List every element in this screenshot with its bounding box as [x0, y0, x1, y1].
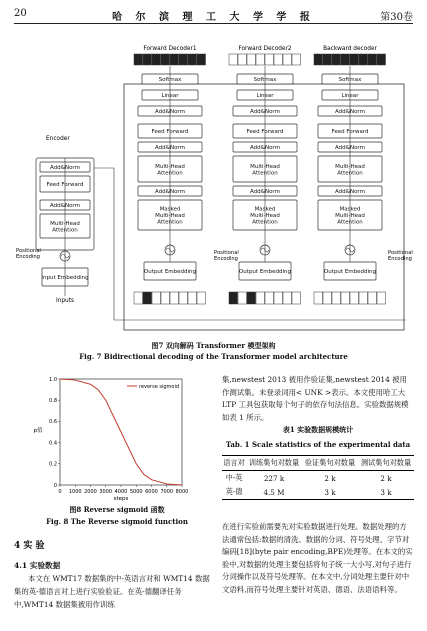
- table-cell: 3 k: [324, 487, 336, 497]
- x-tick-label: 7000: [160, 489, 174, 495]
- input-token-cell: [368, 292, 377, 304]
- multi-head-attention-block-label: Attention: [157, 170, 183, 177]
- linear-block-label: Linear: [161, 93, 179, 100]
- masked-attention-block-label: Attention: [157, 219, 183, 226]
- y-axis-label: p值: [33, 428, 43, 434]
- input-token-cell: [377, 292, 386, 304]
- output-token-cell: [197, 54, 206, 65]
- reverse-sigmoid-line: [60, 379, 182, 485]
- input-token-cell: [170, 292, 179, 304]
- masked-attention-block-label: Attention: [252, 219, 278, 226]
- output-token-cell: [314, 54, 323, 65]
- volume-label: 第30卷: [380, 12, 413, 23]
- decoder-title: Forward Decoder2: [238, 46, 292, 52]
- right-paragraph-2: 在进行实验前需要先对实验数据进行处理。数据处理的方法通常包括:数据的清洗、数据的分词、符号处理、字节对编码[18](byte pair encoding,BPE)处理等。在本文的实验中,对数据的处理主要包括将句子统一大小写,对句子进行分词操作以及符号处理等。在本文中,分词处理主要针对中文语料,而符号处理主要针对英语、德语、法语语料等。: [222, 522, 413, 594]
- pos-enc-label: Encoding: [388, 256, 412, 262]
- x-tick-label: 4000: [114, 489, 128, 495]
- x-tick-label: 1000: [68, 489, 82, 495]
- y-tick-label: 1.0: [49, 376, 57, 383]
- table-cell: 2 k: [324, 473, 336, 483]
- add-norm-block-label: Add&Norm: [335, 109, 365, 116]
- fig7-caption-en: Fig. 7 Bidirectional decoding of the Transformer model architecture: [79, 352, 348, 361]
- feed-forward-block-label: Feed Forward: [46, 182, 84, 189]
- table-header: 验证集句对数量: [304, 458, 356, 467]
- x-tick-label: 5000: [129, 489, 143, 495]
- multi-head-attention-block-label: Multi-Head: [155, 163, 185, 170]
- fig8-caption-cn: 图8 Reverse sigmoid 函数: [69, 505, 165, 514]
- output-token-cell: [350, 54, 359, 65]
- linear-block-label: Linear: [256, 93, 274, 100]
- masked-attention-block-label: Multi-Head: [250, 213, 280, 220]
- output-token-cell: [283, 54, 292, 65]
- input-token-cell: [188, 292, 197, 304]
- input-token-cell: [161, 292, 170, 304]
- journal-title: 哈 尔 滨 理 工 大 学 学 报: [112, 12, 315, 23]
- table-row: [222, 485, 414, 500]
- x-tick-label: 2000: [84, 489, 97, 495]
- output-token-cell: [134, 54, 143, 65]
- table-header: 训练集句对数量: [248, 458, 300, 467]
- add-norm-block-label: Add&Norm: [250, 145, 280, 152]
- section-text: 本文在 WMT17 数据集的中-英语言对和 WMT14 数据集的英-德语言对上进行实验验证。在英-德翻译任务中,WMT14 数据集被用作训练: [14, 574, 210, 609]
- output-embedding-block-label: Output Embedding: [323, 269, 377, 276]
- feed-forward-block-label: Feed Forward: [331, 129, 369, 136]
- output-token-cell: [152, 54, 161, 65]
- input-embedding-block-label: Input Embedding: [41, 275, 89, 282]
- masked-attention-block-label: Masked: [339, 206, 361, 213]
- softmax-block-label: Softmax: [158, 77, 182, 84]
- feed-forward-block-label: Feed Forward: [246, 129, 284, 136]
- table-cell: 英-德: [225, 487, 243, 496]
- input-token-cell: [152, 292, 161, 304]
- encoder-title: Encoder: [46, 136, 70, 142]
- output-token-cell: [188, 54, 197, 65]
- output-token-cell: [332, 54, 341, 65]
- add-norm-block-label: Add&Norm: [155, 109, 185, 116]
- input-token-cell: [247, 292, 256, 304]
- inputs-label: Inputs: [55, 298, 75, 304]
- add-norm-block-label: Add&Norm: [50, 165, 80, 172]
- table-cell: 2 k: [380, 473, 392, 483]
- input-token-cell: [256, 292, 265, 304]
- add-norm-block-label: Add&Norm: [335, 145, 365, 152]
- x-tick-label: 6000: [145, 489, 158, 495]
- x-tick-label: 8000: [175, 489, 189, 495]
- input-token-cell: [323, 292, 332, 304]
- output-token-cell: [341, 54, 350, 65]
- multi-head-attention-block-label: Attention: [52, 227, 78, 234]
- output-token-cell: [229, 54, 238, 65]
- output-token-cell: [274, 54, 283, 65]
- masked-attention-block-label: Masked: [159, 206, 181, 213]
- output-token-cell: [179, 54, 188, 65]
- add-norm-block-label: Add&Norm: [250, 109, 280, 116]
- add-norm-block-label: Add&Norm: [335, 189, 365, 196]
- input-token-cell: [350, 292, 359, 304]
- input-token-cell: [292, 292, 301, 304]
- x-axis-label: steps: [113, 496, 129, 502]
- softmax-block-label: Softmax: [253, 77, 277, 84]
- output-token-cell: [143, 54, 152, 65]
- masked-attention-block-label: Multi-Head: [155, 213, 185, 220]
- y-tick-label: 0.8: [49, 398, 57, 404]
- output-token-cell: [265, 54, 274, 65]
- masked-attention-block-label: Multi-Head: [335, 213, 365, 220]
- add-norm-block-label: Add&Norm: [50, 203, 80, 210]
- table-cell: 4.5 M: [263, 487, 285, 497]
- input-token-cell: [314, 292, 323, 304]
- x-tick-label: 0: [58, 489, 62, 495]
- output-token-cell: [323, 54, 332, 65]
- x-tick-label: 3000: [99, 489, 113, 495]
- add-norm-block-label: Add&Norm: [155, 145, 185, 152]
- y-tick-label: 0.4: [49, 440, 57, 447]
- page-number: 20: [14, 8, 27, 19]
- y-tick-label: 0.2: [49, 461, 57, 468]
- output-token-cell: [238, 54, 247, 65]
- page-header: [14, 6, 413, 24]
- table-header: 测试集句对数量: [360, 458, 412, 467]
- decoder-title: Backward decoder: [323, 46, 377, 52]
- input-token-cell: [359, 292, 368, 304]
- section-title: 4 实 验: [14, 541, 45, 551]
- table-cell: 3 k: [380, 487, 392, 497]
- input-token-cell: [197, 292, 206, 304]
- output-token-cell: [161, 54, 170, 65]
- output-token-cell: [247, 54, 256, 65]
- pos-enc-label: Positional: [16, 248, 41, 254]
- table1-title-en: Tab. 1 Scale statistics of the experimental data: [225, 440, 411, 449]
- table-row: [222, 471, 414, 486]
- input-token-cell: [143, 292, 152, 304]
- input-token-cell: [332, 292, 341, 304]
- multi-head-attention-block-label: Multi-Head: [335, 163, 365, 170]
- input-token-cell: [179, 292, 188, 304]
- masked-attention-block-label: Attention: [337, 219, 363, 226]
- masked-attention-block-label: Masked: [254, 206, 276, 213]
- fig8-caption-en: Fig. 8 The Reverse sigmoid function: [46, 517, 188, 526]
- table1: [222, 455, 414, 500]
- reverse-sigmoid-chart: [32, 373, 192, 503]
- transformer-architecture-diagram: [14, 40, 413, 340]
- input-token-cell: [265, 292, 274, 304]
- subsection-title: 4.1 实验数据: [14, 561, 61, 570]
- pos-enc-label: Encoding: [214, 256, 238, 262]
- input-token-cell: [341, 292, 350, 304]
- multi-head-attention-block-label: Attention: [252, 170, 278, 177]
- input-token-cell: [134, 292, 143, 304]
- input-token-cell: [283, 292, 292, 304]
- output-embedding-block-label: Output Embedding: [238, 269, 292, 276]
- table-header: 语言对: [223, 458, 245, 467]
- output-token-cell: [359, 54, 368, 65]
- multi-head-attention-block-label: Multi-Head: [50, 220, 80, 227]
- table-cell: 227 k: [263, 473, 285, 483]
- input-token-cell: [274, 292, 283, 304]
- output-embedding-block-label: Output Embedding: [143, 269, 197, 276]
- decoder-title: Forward Decoder1: [143, 46, 197, 52]
- y-tick-label: 0.6: [49, 419, 57, 426]
- add-norm-block-label: Add&Norm: [250, 189, 280, 196]
- input-token-cell: [238, 292, 247, 304]
- output-token-cell: [368, 54, 377, 65]
- add-norm-block-label: Add&Norm: [155, 189, 185, 196]
- output-token-cell: [170, 54, 179, 65]
- right-paragraph: 集,newstest 2013 被用作验证集,newstest 2014 被用作测试集。未登录词用< UNK >表示。本文使用哈工大 LTP 工具包获取每个句子的依存句法信息。实验数据规模如表 1 所示。: [222, 375, 409, 422]
- pos-enc-label: Positional: [214, 250, 239, 256]
- section-4: [14, 540, 210, 611]
- input-token-cell: [229, 292, 238, 304]
- pos-enc-label: Encoding: [16, 254, 40, 260]
- output-token-cell: [292, 54, 301, 65]
- y-tick-label: 0: [53, 482, 57, 489]
- linear-block-label: Linear: [341, 93, 359, 100]
- output-token-cell: [256, 54, 265, 65]
- multi-head-attention-block-label: Multi-Head: [250, 163, 280, 170]
- output-token-cell: [377, 54, 386, 65]
- legend-label: reverse sigmoid: [139, 384, 180, 390]
- multi-head-attention-block-label: Attention: [337, 170, 363, 177]
- table1-title-cn: 表1 实验数据规模统计: [282, 425, 354, 434]
- feed-forward-block-label: Feed Forward: [151, 129, 189, 136]
- table-cell: 中-英: [225, 473, 243, 482]
- pos-enc-label: Positional: [388, 250, 413, 256]
- fig7-caption-cn: 图7 双向解码 Transformer 模型架构: [151, 341, 276, 350]
- softmax-block-label: Softmax: [338, 77, 362, 84]
